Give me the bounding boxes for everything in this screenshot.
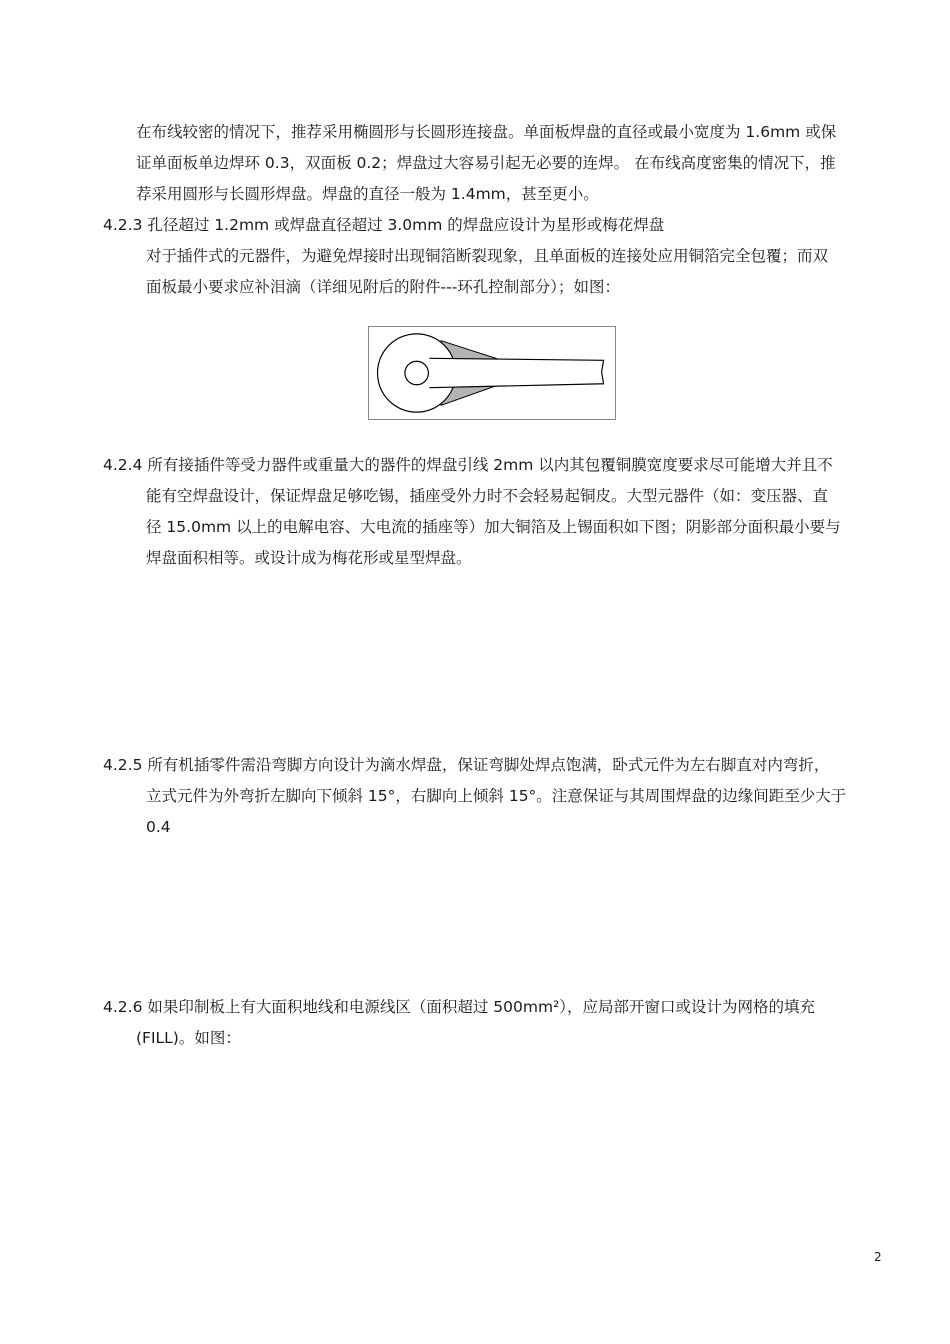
section-425-line-2: 0.4 [146, 818, 171, 836]
section-424-line-1: 能有空焊盘设计，保证焊盘足够吃锡，插座受外力时不会轻易起铜皮。大型元器件（如：变压器、直 [146, 487, 829, 505]
section-424-line-2: 径 15.0mm 以上的电解电容、大电流的插座等）加大铜箔及上锡面积如下图；阴影部分面积最小要与 [146, 518, 841, 536]
page-number: 2 [874, 1250, 882, 1264]
paragraph-1-line-2: 证单面板单边焊环 0.3，双面板 0.2；焊盘过大容易引起无必要的连焊。 在布线高度密集的情况下，推 [136, 154, 836, 172]
section-424-header: 4.2.4 所有接插件等受力器件或重量大的器件的焊盘引线 2mm 以内其包覆铜膜宽度要求尽可能增大并且不 [103, 456, 833, 474]
section-423-line-2: 面板最小要求应补泪滴（详细见附后的附件---环孔控制部分）；如图： [146, 278, 621, 296]
pad-hole [405, 361, 428, 384]
paragraph-1-line-3: 荐采用圆形与长圆形焊盘。焊盘的直径一般为 1.4mm，甚至更小。 [136, 185, 599, 203]
section-425-header: 4.2.5 所有机插零件需沿弯脚方向设计为滴水焊盘，保证弯脚处焊点饱满，卧式元件为左右脚直对内弯折， [103, 756, 830, 774]
section-425-line-1: 立式元件为外弯折左脚向下倾斜 15°，右脚向上倾斜 15°。注意保证与其周围焊盘的边缘间距至少大于 [146, 787, 847, 805]
teardrop-pad-figure [368, 326, 616, 420]
section-424-line-3: 焊盘面积相等。或设计成为梅花形或星型焊盘。 [146, 549, 472, 567]
section-423-line-1: 对于插件式的元器件，为避免焊接时出现铜箔断裂现象，且单面板的连接处应用铜箔完全包覆；而双 [146, 247, 829, 265]
section-426-line-1: (FILL)。如图： [136, 1029, 241, 1047]
trace-conductor [429, 358, 603, 387]
section-423-header: 4.2.3 孔径超过 1.2mm 或焊盘直径超过 3.0mm 的焊盘应设计为星形或梅花焊盘 [103, 216, 665, 234]
section-426-header: 4.2.6 如果印制板上有大面积地线和电源线区（面积超过 500mm²），应局部开窗口或设计为网格的填充 [103, 998, 816, 1016]
paragraph-1-line-1: 在布线较密的情况下，推荐采用椭圆形与长圆形连接盘。单面板焊盘的直径或最小宽度为 1.6mm 或保 [136, 123, 837, 141]
teardrop-pad-diagram [369, 327, 615, 419]
